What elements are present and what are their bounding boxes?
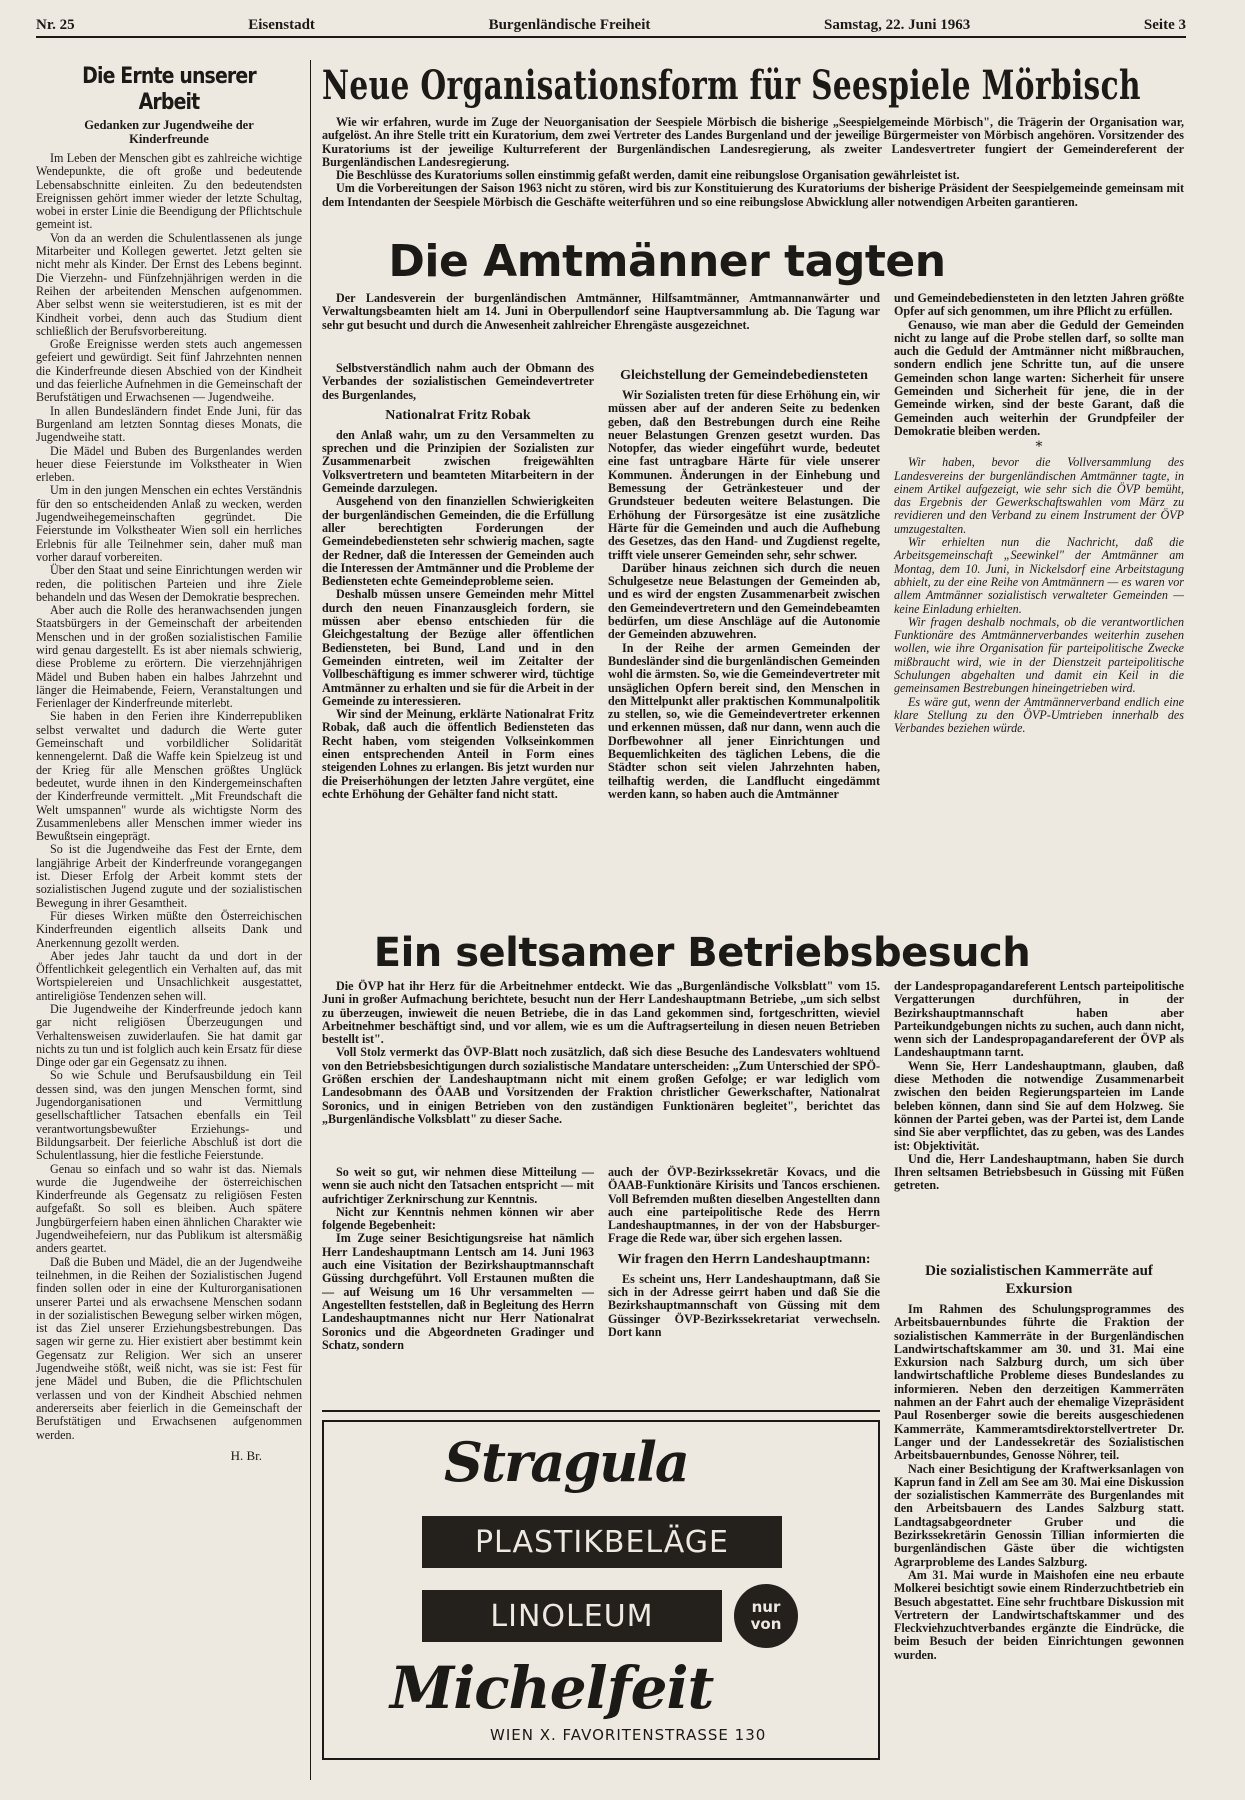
paragraph: Ausgehend von den finanziellen Schwierigkeiten der burgenländischen Gemeinden, die die Erfüllung aller berechtigten Forderungen der Gemeindebediensteten sehr schwierig machen, sagte der Redner, daß die Interessen der Gemeinden auch die Interessen der Amtmänner und die Probleme der Bediensteten echte Gemeindeprobleme seien. [322,494,594,589]
advertisement [322,1420,880,1760]
paragraph: Im Leben der Menschen gibt es zahlreiche wichtige Wendepunkte, die oft große und bedeutende Lebensabschnitte einleiten. Zu den bedeutendsten Ereignissen gehört immer wieder der letzte Schultag, wobei in erster Linie die Beendigung der Pflichtschule gemeint ist. [36,151,302,232]
paragraph: und Gemeindebediensteten in den letzten Jahren größte Opfer auf sich genommen, um ihre Pflicht zu erfüllen. [894,291,1184,319]
paragraph: der Landespropagandareferent Lentsch parteipolitische Vergatterungen durchführen, in der Bezirkshauptmannschaft haben aber Parteikundgebungen nichts zu suchen, auch dann nicht, wenn sich der Landespropagandareferent der ÖVP als Landeshauptmann tarnt. [894,979,1184,1060]
paragraph: Große Ereignisse werden stets auch angemessen gefeiert und gewürdigt. Seit fünf Jahrzehnten nennen die Kinderfreunde diesen Abschied von der Kindheit und das feierliche Aufnehmen in die Gemeinschaft der Berufstätigen und Erwachsenen — Jugendweihe. [36,337,302,405]
paragraph: Daß die Buben und Mädel, die an der Jugendweihe teilnehmen, in die Reihen der Sozialistischen Jugend finden sollen oder in eine der Kulturorganisationen unserer Partei und als erwachsene Menschen sodann in der sozialistischen Bewegung selber wirken mögen, ist das Ziel unserer Erziehungsbestrebungen. Das sagen wir gerne zu. Hier existiert aber bestimmt kein Gegensatz zur Religion. Wer sich an unserer Jugendweihe stößt, weiß nicht, was sie ist: Fest für jene Mädel und Buben, die die Pflichtschulen verlassen und von der Kindheit Abschied nehmen andererseits aber feierlich in die Gemeinschaft der Berufstätigen und Erwachsenen aufgenommen werden. [36,1254,302,1442]
betrieb-col2-subhead: Wir fragen den Herrn Landeshauptmann: [617,1251,871,1267]
paragraph: Wir haben, bevor die Vollversammlung des Landesvereins der burgenländischen Amtmänner tagte, in einem Artikel aufgezeigt, wie sehr sich die ÖVP bemüht, das Ergebnis der Gewerkschaftswahlen vom März zu revidieren und den Verband zu einem Instrument der ÖVP umzugestalten. [894,455,1184,536]
ad-line-linoleum: LINOLEUM [490,1598,654,1634]
paragraph: Genauso, wie man aber die Geduld der Gemeinden nicht zu lange auf die Probe stellen darf, so sollte man auch die Geduld der Amtmänner nicht mißbrauchen, sondern endlich jene Schritte tun, auf die unsere Gemeinden schon lange warten: Sicherheit für unsere Gemeinden und Sicherheit für jene, die in der Gemeinde wirken, sind der beste Garant, daß die Gemeinden auch weiterhin der Grundpfeiler der Demokratie bleiben werden. [894,317,1184,438]
paragraph: Die Beschlüsse des Kuratoriums sollen einstimmig gefaßt werden, damit eine reibungslose Organisation gewährleistet ist. [336,168,960,183]
paragraph: So weit so gut, wir nehmen diese Mitteilung — wenn sie auch nicht den Tatsachen entspricht — mit aufrichtiger Zerknirschung zur Kenntnis. [322,1165,594,1206]
ad-maker-michelfeit: Michelfeit [390,1654,714,1722]
ad-badge-nur-von [734,1584,798,1648]
paragraph: Nicht zur Kenntnis nehmen können wir aber folgende Begebenheit: [322,1204,594,1233]
amtmaenner-col3-italic [894,456,1184,735]
betrieb-col1 [322,1166,594,1352]
paragraph: Wie wir erfahren, wurde im Zuge der Neuorganisation der Seespiele Mörbisch die bisherige „Seespielgemeinde Mörbisch", die Trägerin der Organisation war, aufgelöst. An ihre Stelle tritt ein Kuratorium, dem zwei Vertreter des Landes Burgenland und der jeweilige Bürgermeister von Mörbisch angehören. Vorsitzender des Kuratoriums ist der jeweilige Kulturreferent der Burgenländischen Landesregierung, als zweiter Landesvertreter fungiert der Gemeindereferent der Burgenländischen Landesregierung. [322,115,1184,169]
ad-separator [322,1410,880,1412]
amtmaenner-col1-intro: Selbstverständlich nahm auch der Obmann des Verbandes der sozialistischen Gemeindevertreter des Burgenlandes, [322,361,594,402]
paragraph: den Anlaß wahr, um zu den Versammelten zu sprechen und die Prinzipien der Sozialisten zur Zusammenarbeit zwischen freigewählten Volksvertretern und beamteten Mitarbeitern in der Gemeinde darzulegen. [322,427,594,496]
ad-band-linoleum [422,1590,722,1642]
ad-band-plastikbelaege [422,1516,782,1568]
paragraph: In allen Bundesländern findet Ende Juni, für das Burgenland am letzten Sonntag dieses Monats, die Jugendweihe statt. [36,403,302,445]
ernte-subtitle: Gedanken zur Jugendweihe der Kinderfreunde [84,118,254,146]
paragraph: Wir sind der Meinung, erklärte Nationalrat Fritz Robak, daß auch die öffentlich Bediensteten das Recht haben, vom steigenden Volkseinkommen einen entsprechenden Anteil in Form eines steigenden Lohnes zu erlangen. Bis jetzt wurden nur die Preiserhöhungen der letzten Jahre vergütet, eine echte Erhöhung der Gehälter fand nicht statt. [322,707,594,801]
paragraph: Um in den jungen Menschen ein echtes Verständnis für den so entscheidenden Anlaß zu wecken, werden Jugendweihegemeinschaften gegründet. Die Feierstunde im Volkstheater Wien soll ein herrliches Erlebnis für alle Teilnehmer sein, daher muß man vorher darauf vorbereiten. [36,483,302,564]
issue-number: Nr. 25 [36,17,75,33]
ad-brand-stragula: Stragula [444,1430,688,1494]
amtmaenner-lead-text: Der Landesverein der burgenländischen Amtmänner, Hilfsamtmänner, Amtmannanwärter und Verwaltungsbeamten hielt am 14. Juni in Oberpullendorf seine Hauptversammlung ab. Die Tagung war sehr gut besucht und durch die Anwesenheit zahlreicher Ehrengäste ausgezeichnet. [322,291,880,332]
paragraph: Die ÖVP hat ihr Herz für die Arbeitnehmer entdeckt. Wie das „Burgenländische Volksblatt" vom 15. Juni in großer Aufmachung berichtete, besucht nun der Herr Landeshauptmann Betriebe, „um sich selbst zu überzeugen, inwieweit die neuen Betriebe, die in das Land gekommen sind, fortgeschritten, wieviel Arbeitnehmer beschäftigt sind, und vor allem, wie es um die Auftragserteilung in diesen neuen Betrieben bestellt ist". [322,979,880,1047]
moerbisch-body [322,116,1184,209]
amtmaenner-col2 [608,362,880,801]
paragraph: So wie Schule und Berufsausbildung ein Teil dessen sind, was den jungen Menschen formt, sind Jugendorganisationen und Vermittlung gesellschaftlicher Tatsachen ebenfalls ein Teil verantwortungsbewußter Erziehungs- und Bildungsarbeit. Der feierliche Abschluß ist dort die Schulentlassung, hier die festliche Feierstunde. [36,1068,302,1163]
paragraph: Die Mädel und Buben des Burgenlandes werden heuer diese Feierstunde im Volkstheater in Wien erleben. [36,443,302,485]
page-header [36,14,1186,38]
paragraph: Für dieses Wirken müßte den Österreichischen Kinderfreunden eigentlich allseits Dank und Anerkennung gezollt werden. [36,908,302,950]
ad-address: WIEN X. FAVORITENSTRASSE 130 [490,1726,767,1744]
paragraph: Im Zuge seiner Besichtigungsreise hat nämlich Herr Landeshauptmann Lentsch am 14. Juni 1963 auch eine Visitation der Bezirkshauptmannschaft Güssing durchgeführt. Voll Erstaunen mußten die — auf Weisung um 16 Uhr versammelten — Angestellten feststellen, daß in Begleitung des Herrn Landeshauptmannes nicht nur Herr Nationalrat Soronics und die Abgeordneten Gradinger und Schatz, sondern [322,1231,594,1352]
paragraph: Von da an werden die Schulentlassenen als junge Mitarbeiter und Kollegen gewertet. Jetzt gelten sie nicht mehr als Kinder. Der Ernst des Lebens beginnt. Die Vierzehn- und Fünfzehnjährigen werden in die Reihen der arbeitenden Menschen aufgenommen. Aber selbst wenn sie weiterstudieren, ist es mit der Kindheit vorbei, denn auch das Studium dient schließlich der Berufsvorbereitung. [36,230,302,338]
amtmaenner-col1 [322,362,594,801]
paragraph: Um die Vorbereitungen der Saison 1963 nicht zu stören, wird bis zur Konstituierung des Kuratoriums der bisherige Präsident der Seespielgemeinde gemeinsam mit dem Intendanten der Seespiele Mörbisch die Geschäfte weiterführen und so eine reibungslose Abwicklung aller notwendigen Arbeiten garantieren. [322,181,1184,209]
kammer-body [894,1303,1184,1662]
paragraph: Über den Staat und seine Einrichtungen werden wir reden, die politischen Parteien und ihre Ziele behandeln und das Wesen der Demokratie besprechen. [36,563,302,604]
paragraph: Nach einer Besichtigung der Kraftwerksanlagen von Kaprun fand in Zell am See am 30. Mai eine Diskussion der sozialistischen Kammerräte des Burgenlandes mit den Arbeitsbauern des Landes Salzburg statt. Landtagsabgeordneter Gruber und die Bezirkssekretärin Genossin Tillian informierten die burgenländischen Gäste über die wichtigsten Agrarprobleme des Landes Salzburg. [894,1461,1184,1569]
ernte-title: Die Ernte unserer Arbeit [82,64,256,115]
ad-badge-bottom: von [750,1615,782,1633]
paragraph: Wir Sozialisten treten für diese Erhöhung ein, wir müssen aber auf der anderen Seite zu bedenken geben, daß den Bestrebungen durch eine Reihe neuer Belastungen Grenzen gesetzt wurden. Das Notopfer, das wieder eingeführt wurde, bedeutet eine fast untragbare Härte für viele unserer Kommunen. Änderungen in der Einhebung und Bemessung der Getränkesteuer und der Grundsteuer bedeuten weitere Belastungen. Die Erhöhung der Fürsorgesätze ist eine zusätzliche Härte für die Gemeinden und auch die Aufhebung des Gesetzes, das den Hand- und Zugdienst regelte, trifft viele unserer Gemeinden sehr, sehr schwer. [608,388,880,562]
paragraph: Wir fragen deshalb nochmals, ob die verantwortlichen Funktionäre des Amtmännerverbandes weiterhin zusehen wollen, wie ihre Organisation für parteipolitische Zwecke mißbraucht wird, wie in der Dienstzeit parteipolitische Schulungen abgehalten und damit ein Keil in die gemeinsamen Bestrebungen hineingetrieben wird. [894,614,1184,696]
header-page-number: Seite 3 [1143,17,1186,33]
paragraph: Die Jugendweihe der Kinderfreunde jedoch kann gar nicht religiösen Überzeugungen und Verhaltensweisen zuwiderlaufen. Sie hat damit gar nichts zu tun und ist folglich auch kein Ersatz für diese Dinge oder gar ein Gegensatz zu ihnen. [36,1002,302,1070]
header-paper-name: Burgenländische Freiheit [488,17,651,33]
paragraph: Sie haben in den Ferien ihre Kinderrepubliken selbst verwaltet und dadurch die Werte guter Gemeinschaft und vorbildlicher Solidarität kennengelernt. Daß die Waffe kein Spielzeug ist und der Krieg für alle Menschen größtes Unglück bedeutet, wurde ihnen in den Kindergemeinschaften der Kinderfreunde vermittelt. „Mit Freundschaft die Welt umspannen" wurde als wichtigste Norm des Zusammenlebens aller Menschen immer wieder ins Bewußtsein eingeprägt. [36,709,302,844]
paragraph: So ist die Jugendweihe das Fest der Ernte, dem langjährige Arbeit der Kinderfreunde vorangegangen ist. Dieser Erfolg der Arbeit kommt stets der sozialistischen Jugend zugute und der sozialistischen Bewegung in ihrer Gesamtheit. [36,842,302,910]
amtmaenner-col1-body [322,429,594,801]
paragraph: Aber jedes Jahr taucht da und dort in der Öffentlichkeit gelegentlich ein Verhalten auf, das mit Wortspielereien und Unsachlichkeit ausgestattet, antireligiöse Tendenzen sehen will. [36,948,302,1003]
amtmaenner-lead [322,292,880,332]
betrieb-col2-body [608,1273,880,1339]
paragraph: Darüber hinaus zeichnen sich durch die neuen Schulgesetze neue Belastungen der Gemeinden ab, und es wird der engsten Zusammenarbeit zwischen den Gemeindevertretern und den Gemeindebeamten bedürfen, um diese Anschläge auf die Autonomie der Gemeinden abzuwehren. [608,560,880,642]
betrieb-col2-intro: auch der ÖVP-Bezirkssekretär Kovacs, und die ÖAAB-Funktionäre Kirisits und Tancos erschienen. Voll Befremden mußten dieselben Angestellten dann auch eine parteipolitische Rede des Herrn Landeshauptmannes, in der von der Habsburger-Frage die Rede war, über sich ergehen lassen. [608,1165,880,1246]
amtmaenner-col2-subhead: Gleichstellung der Gemeindebediensteten [620,368,868,383]
paragraph: Wir erhielten nun die Nachricht, daß die Arbeitsgemeinschaft „Seewinkel" der Amtmänner am Montag, dem 10. Juni, in Nickelsdorf eine Arbeitstagung abhielt, zu der eine Reihe von Amtmännern — es waren vor allem Amtmänner sozialistisch verwalteter Gemeinden — keine Einladung erhielten. [894,535,1184,616]
ad-badge-top: nur [751,1598,781,1616]
paragraph: Genau so einfach und so wahr ist das. Niemals wurde die Jugendweihe der österreichischen Kinderfreunde als Gegensatz zu religiösen Festen aufgefaßt. So soll es bleiben. Auch spätere Jungbürgerfeiern haben einen ähnlichen Charakter wie Jugendweihefeiern, nur das Publikum ist altersmäßig anders geartet. [36,1161,302,1256]
amtmaenner-title: Die Amtmänner tagten [388,236,946,287]
separator-star: * [1035,439,1043,456]
kammer-title: Die sozialistischen Kammerräte auf Exkursion [925,1263,1153,1297]
paragraph: Und die, Herr Landeshauptmann, haben Sie durch Ihren seltsamen Betriebsbesuch in Güssing mit Füßen getreten. [894,1151,1184,1193]
paragraph: Im Rahmen des Schulungsprogrammes des Arbeitsbauernbundes führte die Fraktion der sozialistischen Kammerräte in der Burgenländischen Landwirtschaftskammer am 30. und 31. Mai eine Exkursion nach Salzburg durch, um sich über landwirtschaftliche Probleme dieses Bundeslandes zu informieren. Neben den derzeitigen Kammerräten nahmen an der Fahrt auch der ehemalige Vizepräsident Paul Rosenberger sowie die bereits ausgeschiedenen Kammerräte, Kammeramtsdirektorstellvertreter Dr. Langer und der Landessekretär des Sozialistischen Arbeitsbauernbundes, Genosse Nöhrer, teil. [894,1302,1184,1463]
paragraph: Wenn Sie, Herr Landeshauptmann, glauben, daß diese Methoden die notwendige Zusammenarbeit zwischen den beiden Regierungsparteien im Lande beleben können, dann sind Sie auf dem Holzweg. Sie können der Partei geben, was der Partei ist, dem Lande sind Sie aber verpflichtet, das zu geben, was des Landes ist: Objektivität. [894,1058,1184,1153]
ernte-signature: H. Br. [230,1447,262,1463]
header-date: Samstag, 22. Juni 1963 [824,17,971,33]
paragraph: Es wäre gut, wenn der Amtmännerverband endlich eine klare Stellung zu den ÖVP-Umtrieben innerhalb des Verbandes beziehen würde. [894,694,1184,736]
paragraph: In der Reihe der armen Gemeinden der Bundesländer sind die burgenländischen Gemeinden wohl die ärmsten. So, wie die Gemeindevertreter mit unsäglichen Opfern bereit sind, den Menschen in den Mittelpunkt aller praktischen Kommunalpolitik zu stellen, so, wie die Gemeindevertreter erkennen und erkennen müssen, daß nur dann, wenn auch die Dorfbewohner all jener Einrichtungen und Bequemlichkeiten des täglichen Lebens, die die Städter schon seit vielen Jahrzehnten haben, teilhaftig werden, die Landflucht eingedämmt werden kann, so haben auch die Amtmänner [608,640,880,801]
amtmaenner-col2-body [608,389,880,801]
betrieb-lead [322,980,880,1126]
paragraph: Deshalb müssen unsere Gemeinden mehr Mittel durch den neuen Finanzausgleich fordern, sie müssen aber ebenso entschieden für die Gleichgestaltung der Bezüge aller öffentlichen Bediensteten, bei Bund, Land und in den Gemeinden eintreten, weil im Zeitalter der Vollbeschäftigung es immer schwerer wird, tüchtige Amtmänner zu erhalten und sie für die Arbeit in der Gemeinde zu interessieren. [322,587,594,708]
paragraph: Voll Stolz vermerkt das ÖVP-Blatt noch zusätzlich, daß sich diese Besuche des Landesvaters wohltuend von den Betriebsbesichtigungen durch sozialistische Mandatare unterscheiden: „Zum Unterschied der SPÖ-Größen erschien der Landeshauptmann nicht mit einem großen Gefolge; er war lediglich vom Landesobmann des ÖAAB und Vorsitzenden der Fraktion christlicher Gewerkschafter, Nationalrat Soronics, und in einigen Betrieben von den zuständigen Funktionären begleitet", berichtet das „Burgenländische Volksblatt" zu dieser Sache. [322,1045,880,1126]
amtmaenner-col1-subhead: Nationalrat Fritz Robak [385,407,531,423]
amtmaenner-col3 [894,292,1184,736]
column-rule [310,60,311,1780]
ernte-body [36,152,302,1442]
betrieb-col3 [894,980,1184,1193]
moerbisch-title: Neue Organisationsform für Seespiele Mörbisch [322,62,1141,109]
ad-line-plastikbelaege: PLASTIKBELÄGE [474,1524,730,1560]
ernte-article [36,64,302,1464]
paragraph: Aber auch die Rolle des heranwachsenden jungen Staatsbürgers in der Gemeinschaft der arbeitenden Menschen und in der großen sozialistischen Familie wird genau dargestellt. Es ist aber niemals schwierig, diese Probleme zu erörtern. Die vierzehnjährigen Mädel und Buben haben ein halbes Jahrzehnt und länger die Heimabende, Feiern, Veranstaltungen und Ferienlager der Kinderfreunde miterlebt. [36,603,302,711]
header-place: Eisenstadt [248,17,315,33]
amtmaenner-col3-body [894,292,1184,438]
betrieb-title: Ein seltsamer Betriebsbesuch [373,930,1031,976]
betrieb-col2 [608,1166,880,1339]
paragraph: Es scheint uns, Herr Landeshauptmann, daß Sie sich in der Adresse geirrt haben und daß Sie die Bezirkshauptmannschaft von Güssing mit dem Güssinger ÖVP-Bezirkssekretariat verwechseln. Dort kann [608,1271,880,1339]
paragraph: Am 31. Mai wurde in Maishofen eine neu erbaute Molkerei besichtigt sowie einem Rinderzuchtbetrieb ein Besuch abgestattet. Eine sehr fruchtbare Diskussion mit Vertretern der Landwirtschaftskammer und des Fleckviehzuchtverbandes ergänzte die Eindrücke, die beim Besuch der beiden Einrichtungen gewonnen wurden. [894,1567,1184,1662]
kammer-article [894,1256,1184,1662]
